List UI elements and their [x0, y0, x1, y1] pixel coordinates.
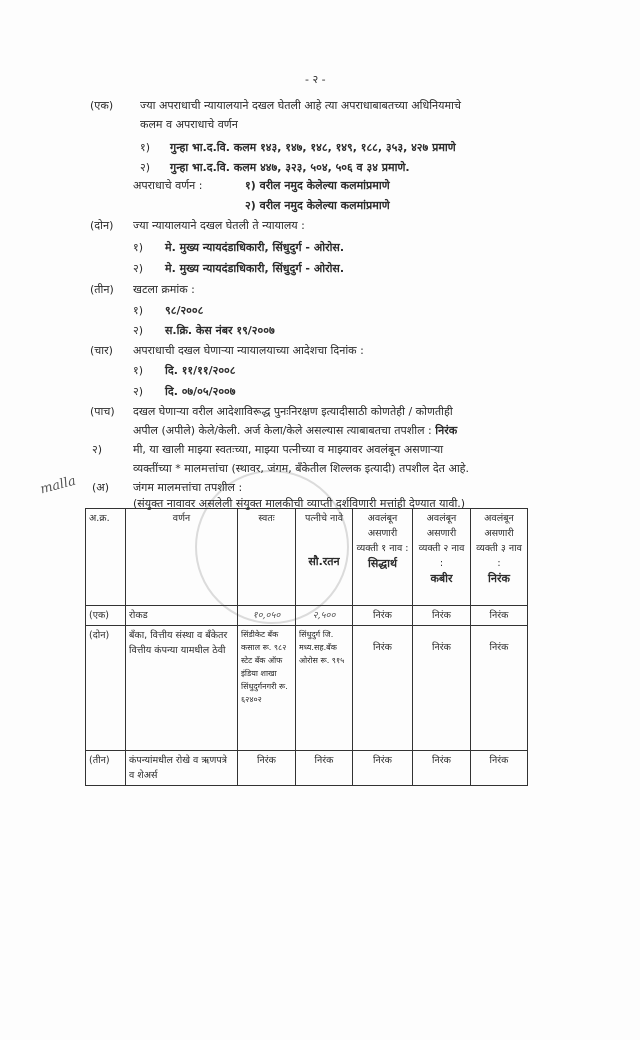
item-num: १)	[133, 364, 144, 377]
section-teen-marker: (तीन)	[90, 283, 114, 296]
section-don-marker: (दोन)	[90, 219, 114, 232]
row-self: १०,०५०	[238, 606, 296, 626]
row-self: सिंडीकेट बँक कसाल रू. ९८२ स्टेट बँक ऑफ इंडिया शाखा सिंधुदुर्गनगरी रू. ६२४०२	[238, 626, 296, 751]
header-cell	[413, 509, 471, 606]
section-teen-label: खटला क्रमांक :	[133, 283, 195, 296]
item-text: गुन्हा भा.द.वि. कलम १४३, १४७, १४८, १४९, १८८, ३५३, ४२७ प्रमाणे	[170, 141, 456, 154]
section-2-line2: व्यक्तींच्या * मालमत्तांचा (स्थावर, जंगम, बँकेतील शिल्लक इत्यादी) तपशील देत आहे.	[133, 462, 470, 475]
item-text: मे. मुख्य न्यायदंडाधिकारी, सिंधुदुर्ग - ओरोस.	[165, 262, 345, 275]
header-label: अवलंबून असणारी व्यक्ती ३ नाव :	[476, 513, 522, 569]
item-num: १)	[133, 241, 144, 254]
desc-item: १) वरील नमुद केलेल्या कलमांप्रमाणे	[245, 179, 390, 192]
item-text: स.क्रि. केस नंबर १९/२००७	[165, 324, 275, 337]
row-desc: बँका, वित्तीय संस्था व बँकेतर वित्तीय कंपन्या यामधील ठेवी	[126, 626, 238, 751]
section-ek-marker: (एक)	[90, 99, 114, 112]
section-ek-line1: ज्या अपराधाची न्यायालयाने दखल घेतली आहे त्या अपराधाबाबतच्या अधिनियमाचे	[140, 99, 461, 112]
section-pach-text: अपील (अपीले) केले/केली. अर्ज केला/केले असल्यास त्याबाबतचा तपशील :	[133, 424, 432, 437]
item-num: २)	[133, 324, 144, 337]
header-cell	[353, 509, 413, 606]
item-text: दि. ११/११/२००८	[165, 364, 236, 377]
table-row	[86, 751, 528, 786]
table-row	[86, 606, 528, 626]
row-number: (तीन)	[86, 751, 126, 786]
header-label: पत्नीचे नावे	[304, 513, 344, 524]
item-num: २)	[133, 262, 144, 275]
row-desc: रोकड	[126, 606, 238, 626]
page-number: - २ -	[305, 73, 326, 86]
section-2-marker: २)	[92, 443, 103, 456]
section-char-label: अपराधाची दखल घेणाऱ्या न्यायालयाच्या आदेशचा दिनांक :	[133, 344, 364, 357]
header-name: सिद्धार्थ	[368, 557, 397, 570]
header-cell	[296, 509, 353, 606]
section-a-label: जंगम मालमत्तांचा तपशील :	[133, 481, 243, 494]
row-dependent-2: निरंक	[413, 626, 471, 751]
row-dependent-1: निरंक	[353, 606, 413, 626]
item-text: दि. ०७/०५/२००७	[165, 385, 236, 398]
row-dependent-1: निरंक	[353, 751, 413, 786]
header-name: सौ.रतन	[308, 555, 340, 568]
row-number: (दोन)	[86, 626, 126, 751]
table-row	[86, 626, 528, 751]
section-2-line1: मी, या खाली माझ्या स्वतःच्या, माझ्या पत्नीच्या व माझ्यावर अवलंबून असणाऱ्या	[133, 443, 444, 456]
desc-label: अपराधाचे वर्णन :	[133, 179, 203, 192]
item-num: १)	[140, 141, 151, 154]
movable-assets-table	[85, 508, 528, 786]
header-cell: स्वतः	[238, 509, 296, 606]
header-label: अवलंबून असणारी व्यक्ती १ नाव :	[356, 513, 409, 554]
row-wife: निरंक	[296, 751, 353, 786]
section-a-note: (संयुक्त नावावर असलेली संयुक्त मालकीची व्याप्ती दर्शविणारी मत्तांही देण्यात यावी.)	[133, 497, 466, 510]
header-name: कबीर	[430, 572, 453, 585]
row-wife: सिंधुदुर्ग जि. मध्य.सह.बँक ओरोस रू. ९१५	[296, 626, 353, 751]
header-name: निरंक	[488, 572, 510, 585]
header-cell: अ.क्र.	[86, 509, 126, 606]
header-cell	[471, 509, 528, 606]
row-dependent-3: निरंक	[471, 626, 528, 751]
row-dependent-3: निरंक	[471, 751, 528, 786]
section-pach-value: निरंक	[435, 424, 458, 437]
table-header-row	[86, 509, 528, 606]
row-wife: २,५००	[296, 606, 353, 626]
row-desc: कंपन्यांमधील रोखे व ऋणपत्रे व शेअर्स	[126, 751, 238, 786]
header-cell: वर्णन	[126, 509, 238, 606]
row-dependent-2: निरंक	[413, 751, 471, 786]
row-self: निरंक	[238, 751, 296, 786]
item-num: १)	[133, 304, 144, 317]
desc-item: २) वरील नमुद केलेल्या कलमांप्रमाणे	[245, 199, 390, 212]
header-label: अवलंबून असणारी व्यक्ती २ नाव :	[418, 513, 465, 569]
section-don-label: ज्या न्यायालयाने दखल घेतली ते न्यायालय :	[133, 219, 305, 232]
row-dependent-3: निरंक	[471, 606, 528, 626]
item-num: २)	[140, 161, 151, 174]
section-ek-line2: कलम व अपराधाचे वर्णन	[140, 118, 238, 131]
item-text: ९८/२००८	[165, 304, 204, 317]
section-char-marker: (चार)	[90, 344, 113, 357]
row-dependent-1: निरंक	[353, 626, 413, 751]
item-text: मे. मुख्य न्यायदंडाधिकारी, सिंधुदुर्ग - ओरोस.	[165, 241, 345, 254]
section-pach-marker: (पाच)	[90, 405, 115, 418]
handwritten-annotation: malla	[38, 473, 78, 498]
row-dependent-2: निरंक	[413, 606, 471, 626]
item-num: २)	[133, 385, 144, 398]
item-text: गुन्हा भा.द.वि. कलम ४४७, ३२३, ५०४, ५०६ व ३४ प्रमाणे.	[170, 161, 410, 174]
section-a-marker: (अ)	[92, 481, 109, 494]
section-pach-line1: दखल घेणाऱ्या वरील आदेशाविरूद्ध पुनःनिरक्षण इत्यादीसाठी कोणतेही / कोणतीही	[133, 405, 453, 418]
row-number: (एक)	[86, 606, 126, 626]
section-pach-line2	[133, 423, 457, 438]
